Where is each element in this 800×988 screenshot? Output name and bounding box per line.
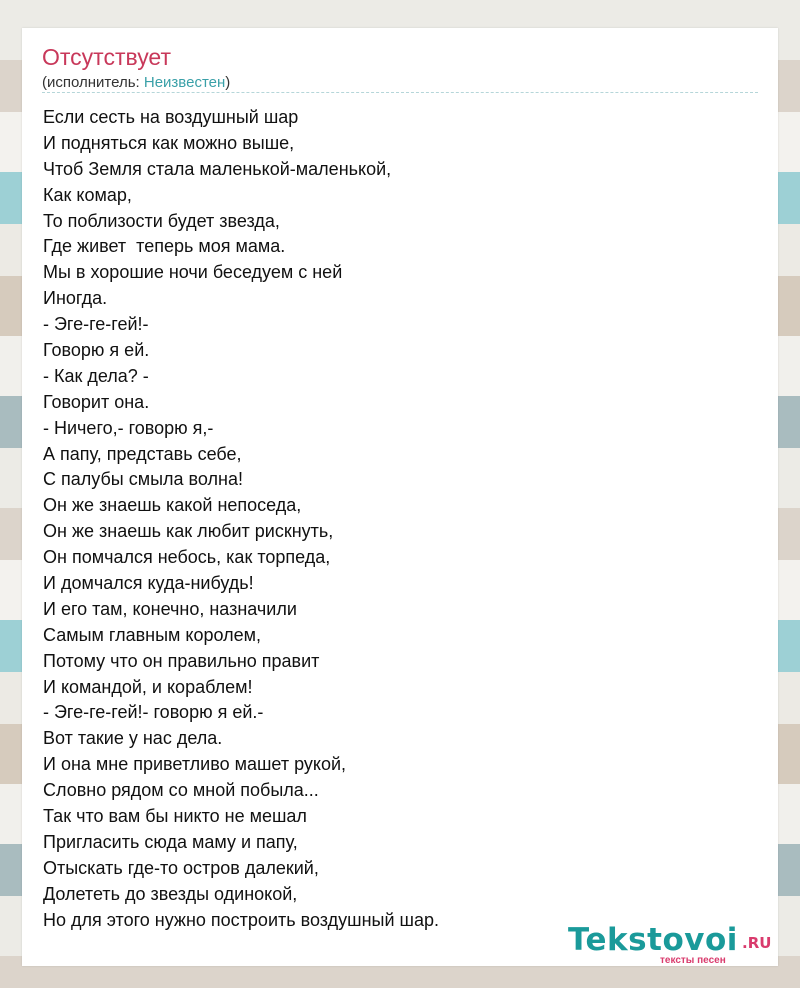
artist-link[interactable]: Неизвестен — [143, 74, 226, 91]
lyric-line: Он помчался небось, как торпеда, — [43, 547, 331, 568]
lyric-line: Где живет теперь моя мама. — [43, 236, 286, 257]
lyric-line: То поблизости будет звезда, — [43, 210, 280, 231]
lyric-line: И подняться как можно выше, — [43, 132, 295, 153]
lyric-line: Иногда. — [43, 288, 108, 309]
lyric-line: - Как дела? - — [43, 365, 149, 386]
lyrics-card — [22, 28, 778, 966]
title-divider — [42, 92, 758, 93]
lyric-line: Если сесть на воздушный шар — [43, 107, 299, 127]
lyric-line: И его там, конечно, назначили — [43, 598, 297, 619]
lyrics-text — [43, 105, 439, 934]
lyric-line: С палубы смыла волна! — [43, 469, 243, 490]
lyric-line: Мы в хорошие ночи беседуем с ней — [43, 262, 343, 283]
lyric-line: Он же знаешь как любит рискнуть, — [43, 521, 334, 542]
lyric-line: Пригласить сюда маму и папу, — [43, 831, 298, 852]
lyric-line: Как комар, — [43, 184, 132, 205]
lyric-line: Говорит она. — [43, 391, 150, 412]
logo-brand: Tekstovoi — [568, 922, 738, 958]
lyric-line: Говорю я ей. — [43, 340, 150, 361]
lyric-line: И домчался куда-нибудь! — [43, 573, 254, 594]
lyric-line: А папу, представь себе, — [43, 443, 242, 464]
lyric-line: И командой, и кораблем! — [43, 676, 253, 697]
lyric-line: Потому что он правильно правит — [43, 650, 320, 671]
lyric-line: И она мне приветливо машет рукой, — [43, 754, 347, 775]
song-title: Отсутствует — [42, 44, 171, 70]
logo-tagline: тексты песен — [660, 955, 726, 966]
lyric-line: Чтоб Земля стала маленькой-маленькой, — [43, 158, 392, 179]
lyric-line: Он же знаешь какой непоседа, — [43, 495, 302, 516]
lyric-line: Самым главным королем, — [43, 624, 262, 645]
lyric-line: Вот такие у нас дела. — [43, 728, 223, 749]
lyric-line: - Эге-ге-гей!- говорю я ей.- — [43, 702, 264, 723]
artist-suffix: ) — [225, 74, 231, 91]
logo-tld: .RU — [742, 934, 772, 952]
lyric-line: Так что вам бы никто не мешал — [43, 806, 307, 827]
lyric-line: - Эге-ге-гей!- — [43, 314, 149, 335]
lyric-line: Долететь до звезды одинокой, — [43, 883, 298, 904]
lyric-line: Но для этого нужно построить воздушный шар. — [43, 909, 439, 930]
artist-prefix: (исполнитель: — [42, 74, 144, 91]
lyric-line: - Ничего,- говорю я,- — [43, 417, 214, 438]
artist-line — [42, 74, 230, 92]
site-logo[interactable] — [568, 922, 778, 968]
lyric-line: Словно рядом со мной побыла... — [43, 780, 319, 801]
lyric-line: Отыскать где-то остров далекий, — [43, 857, 319, 878]
